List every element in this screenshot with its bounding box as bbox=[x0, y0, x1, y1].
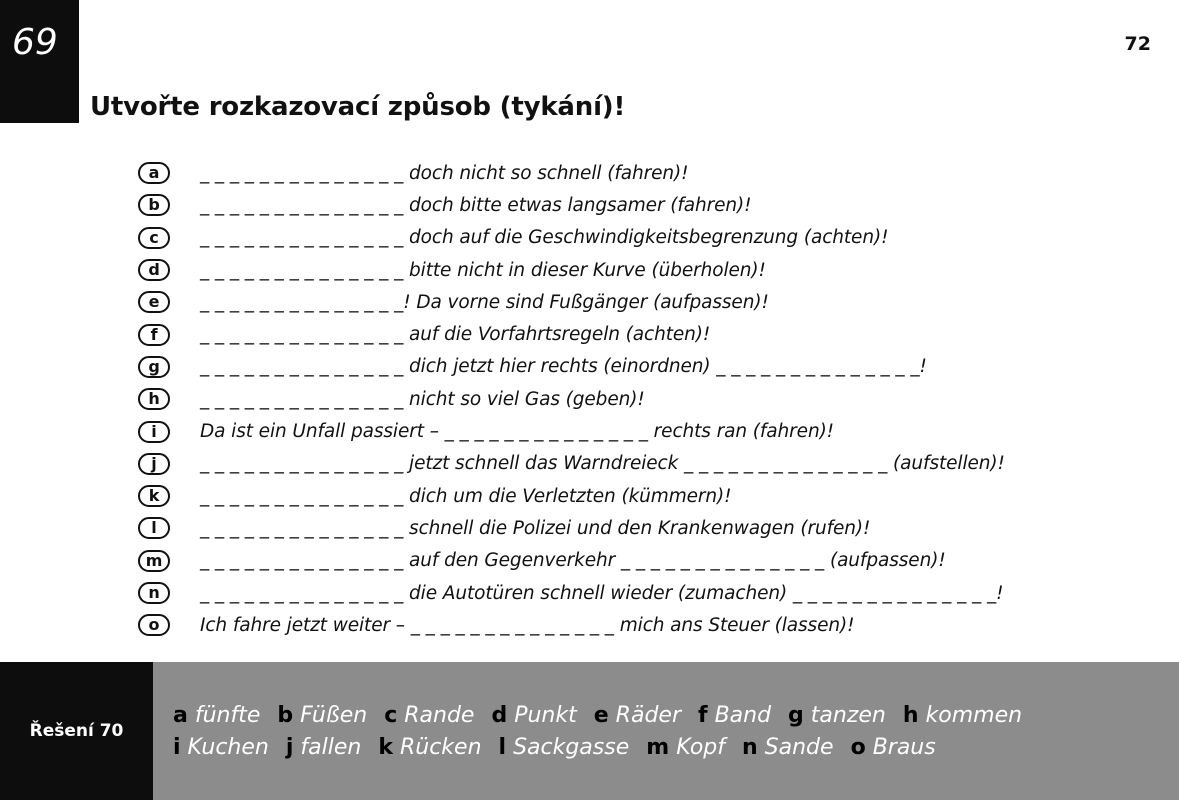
item-text: _ _ _ _ _ _ _ _ _ _ _ _ _ _ nicht so viel Gas (geben)! bbox=[200, 388, 645, 410]
solution-line-2 bbox=[173, 732, 1167, 764]
solution-word: Rande bbox=[404, 703, 475, 728]
exercise-item-d bbox=[138, 254, 1158, 286]
solution-word: Sande bbox=[764, 735, 834, 760]
solution-word: Punkt bbox=[514, 703, 577, 728]
exercise-number: 69 bbox=[12, 22, 58, 63]
item-letter-badge: b bbox=[138, 194, 170, 216]
item-text: _ _ _ _ _ _ _ _ _ _ _ _ _ _ bitte nicht in dieser Kurve (überholen)! bbox=[200, 259, 766, 281]
item-letter-badge: c bbox=[138, 227, 170, 249]
exercise-item-m bbox=[138, 545, 1158, 577]
solution-word: fallen bbox=[300, 735, 362, 760]
exercise-item-k bbox=[138, 480, 1158, 512]
item-text: _ _ _ _ _ _ _ _ _ _ _ _ _ _ auf die Vorfahrtsregeln (achten)! bbox=[200, 324, 711, 346]
exercise-item-e bbox=[138, 286, 1158, 318]
solution-text bbox=[173, 700, 1167, 764]
item-text: Da ist ein Unfall passiert – _ _ _ _ _ _ _ _ _ _ _ _ _ _ rechts ran (fahren)! bbox=[200, 421, 835, 443]
item-letter-badge: i bbox=[138, 421, 170, 443]
item-letter-badge: l bbox=[138, 517, 170, 539]
item-letter-badge: h bbox=[138, 388, 170, 410]
page-title: Utvořte rozkazovací způsob (tykání)! bbox=[90, 92, 626, 122]
exercise-item-a bbox=[138, 157, 1158, 189]
solution-band bbox=[0, 662, 1179, 800]
item-text: _ _ _ _ _ _ _ _ _ _ _ _ _ _ doch nicht so schnell (fahren)! bbox=[200, 162, 689, 184]
solution-letter: b bbox=[277, 703, 294, 728]
exercise-item-h bbox=[138, 383, 1158, 415]
item-text: _ _ _ _ _ _ _ _ _ _ _ _ _ _ doch bitte etwas langsamer (fahren)! bbox=[200, 194, 752, 216]
exercise-item-g bbox=[138, 351, 1158, 383]
item-letter-badge: g bbox=[138, 356, 170, 378]
solution-word: Band bbox=[714, 703, 772, 728]
exercise-item-n bbox=[138, 577, 1158, 609]
solution-word: Braus bbox=[872, 735, 936, 760]
item-text: _ _ _ _ _ _ _ _ _ _ _ _ _ _ schnell die Polizei und den Krankenwagen (rufen)! bbox=[200, 517, 871, 539]
solution-letter: l bbox=[498, 735, 507, 760]
solution-word: Sackgasse bbox=[513, 735, 630, 760]
solution-label: Řešení 70 bbox=[29, 721, 124, 741]
item-text: _ _ _ _ _ _ _ _ _ _ _ _ _ _! Da vorne sind Fußgänger (aufpassen)! bbox=[200, 291, 769, 313]
solution-letter: n bbox=[742, 735, 758, 760]
solution-word: Räder bbox=[615, 703, 681, 728]
page-number: 72 bbox=[1124, 33, 1151, 55]
exercise-item-i bbox=[138, 415, 1158, 447]
item-letter-badge: n bbox=[138, 582, 170, 604]
solution-letter: i bbox=[173, 735, 181, 760]
solution-letter: a bbox=[173, 703, 188, 728]
solution-word: Rücken bbox=[399, 735, 482, 760]
exercise-item-l bbox=[138, 512, 1158, 544]
item-text: _ _ _ _ _ _ _ _ _ _ _ _ _ _ auf den Gegenverkehr _ _ _ _ _ _ _ _ _ _ _ _ _ _ (aufpassen)! bbox=[200, 550, 946, 572]
item-letter-badge: k bbox=[138, 485, 170, 507]
item-text: _ _ _ _ _ _ _ _ _ _ _ _ _ _ dich jetzt hier rechts (einordnen) _ _ _ _ _ _ _ _ _ _ _ _ _ _! bbox=[200, 356, 927, 378]
solution-letter: o bbox=[850, 735, 866, 760]
item-letter-badge: m bbox=[138, 550, 170, 572]
solution-word: Kuchen bbox=[187, 735, 269, 760]
solution-word: tanzen bbox=[810, 703, 886, 728]
solution-letter: d bbox=[491, 703, 508, 728]
solution-word: kommen bbox=[925, 703, 1023, 728]
item-letter-badge: d bbox=[138, 259, 170, 281]
exercise-item-c bbox=[138, 222, 1158, 254]
solution-label-box bbox=[0, 662, 153, 800]
solution-letter: j bbox=[285, 735, 294, 760]
item-letter-badge: e bbox=[138, 291, 170, 313]
solution-letter: f bbox=[697, 703, 708, 728]
exercise-number-box bbox=[0, 0, 79, 123]
item-letter-badge: f bbox=[138, 324, 170, 346]
solution-word: fünfte bbox=[194, 703, 261, 728]
item-text: _ _ _ _ _ _ _ _ _ _ _ _ _ _ doch auf die Geschwindigkeitsbegrenzung (achten)! bbox=[200, 227, 889, 249]
item-letter-badge: a bbox=[138, 162, 170, 184]
item-letter-badge: j bbox=[138, 453, 170, 475]
solution-letter: g bbox=[788, 703, 804, 728]
solution-letter: h bbox=[902, 703, 919, 728]
item-text: _ _ _ _ _ _ _ _ _ _ _ _ _ _ jetzt schnell das Warndreieck _ _ _ _ _ _ _ _ _ _ _ _ _ _ (aufstellen)! bbox=[200, 453, 1005, 475]
item-text: _ _ _ _ _ _ _ _ _ _ _ _ _ _ die Autotüren schnell wieder (zumachen) _ _ _ _ _ _ _ _ _ _ _ _ _ _! bbox=[200, 582, 1004, 604]
item-text: Ich fahre jetzt weiter – _ _ _ _ _ _ _ _ _ _ _ _ _ _ mich ans Steuer (lassen)! bbox=[200, 614, 855, 636]
solution-letter: e bbox=[593, 703, 609, 728]
solution-letter: k bbox=[378, 735, 393, 760]
solution-word: Kopf bbox=[676, 735, 725, 760]
solution-line-1 bbox=[173, 700, 1167, 732]
exercise-item-j bbox=[138, 448, 1158, 480]
solution-letter: c bbox=[384, 703, 398, 728]
item-letter-badge: o bbox=[138, 614, 170, 636]
solution-letter: m bbox=[646, 735, 670, 760]
exercise-item-o bbox=[138, 609, 1158, 641]
solution-word: Füßen bbox=[300, 703, 368, 728]
exercise-list bbox=[138, 157, 1158, 641]
exercise-item-f bbox=[138, 318, 1158, 350]
item-text: _ _ _ _ _ _ _ _ _ _ _ _ _ _ dich um die Verletzten (kümmern)! bbox=[200, 485, 732, 507]
exercise-item-b bbox=[138, 189, 1158, 221]
